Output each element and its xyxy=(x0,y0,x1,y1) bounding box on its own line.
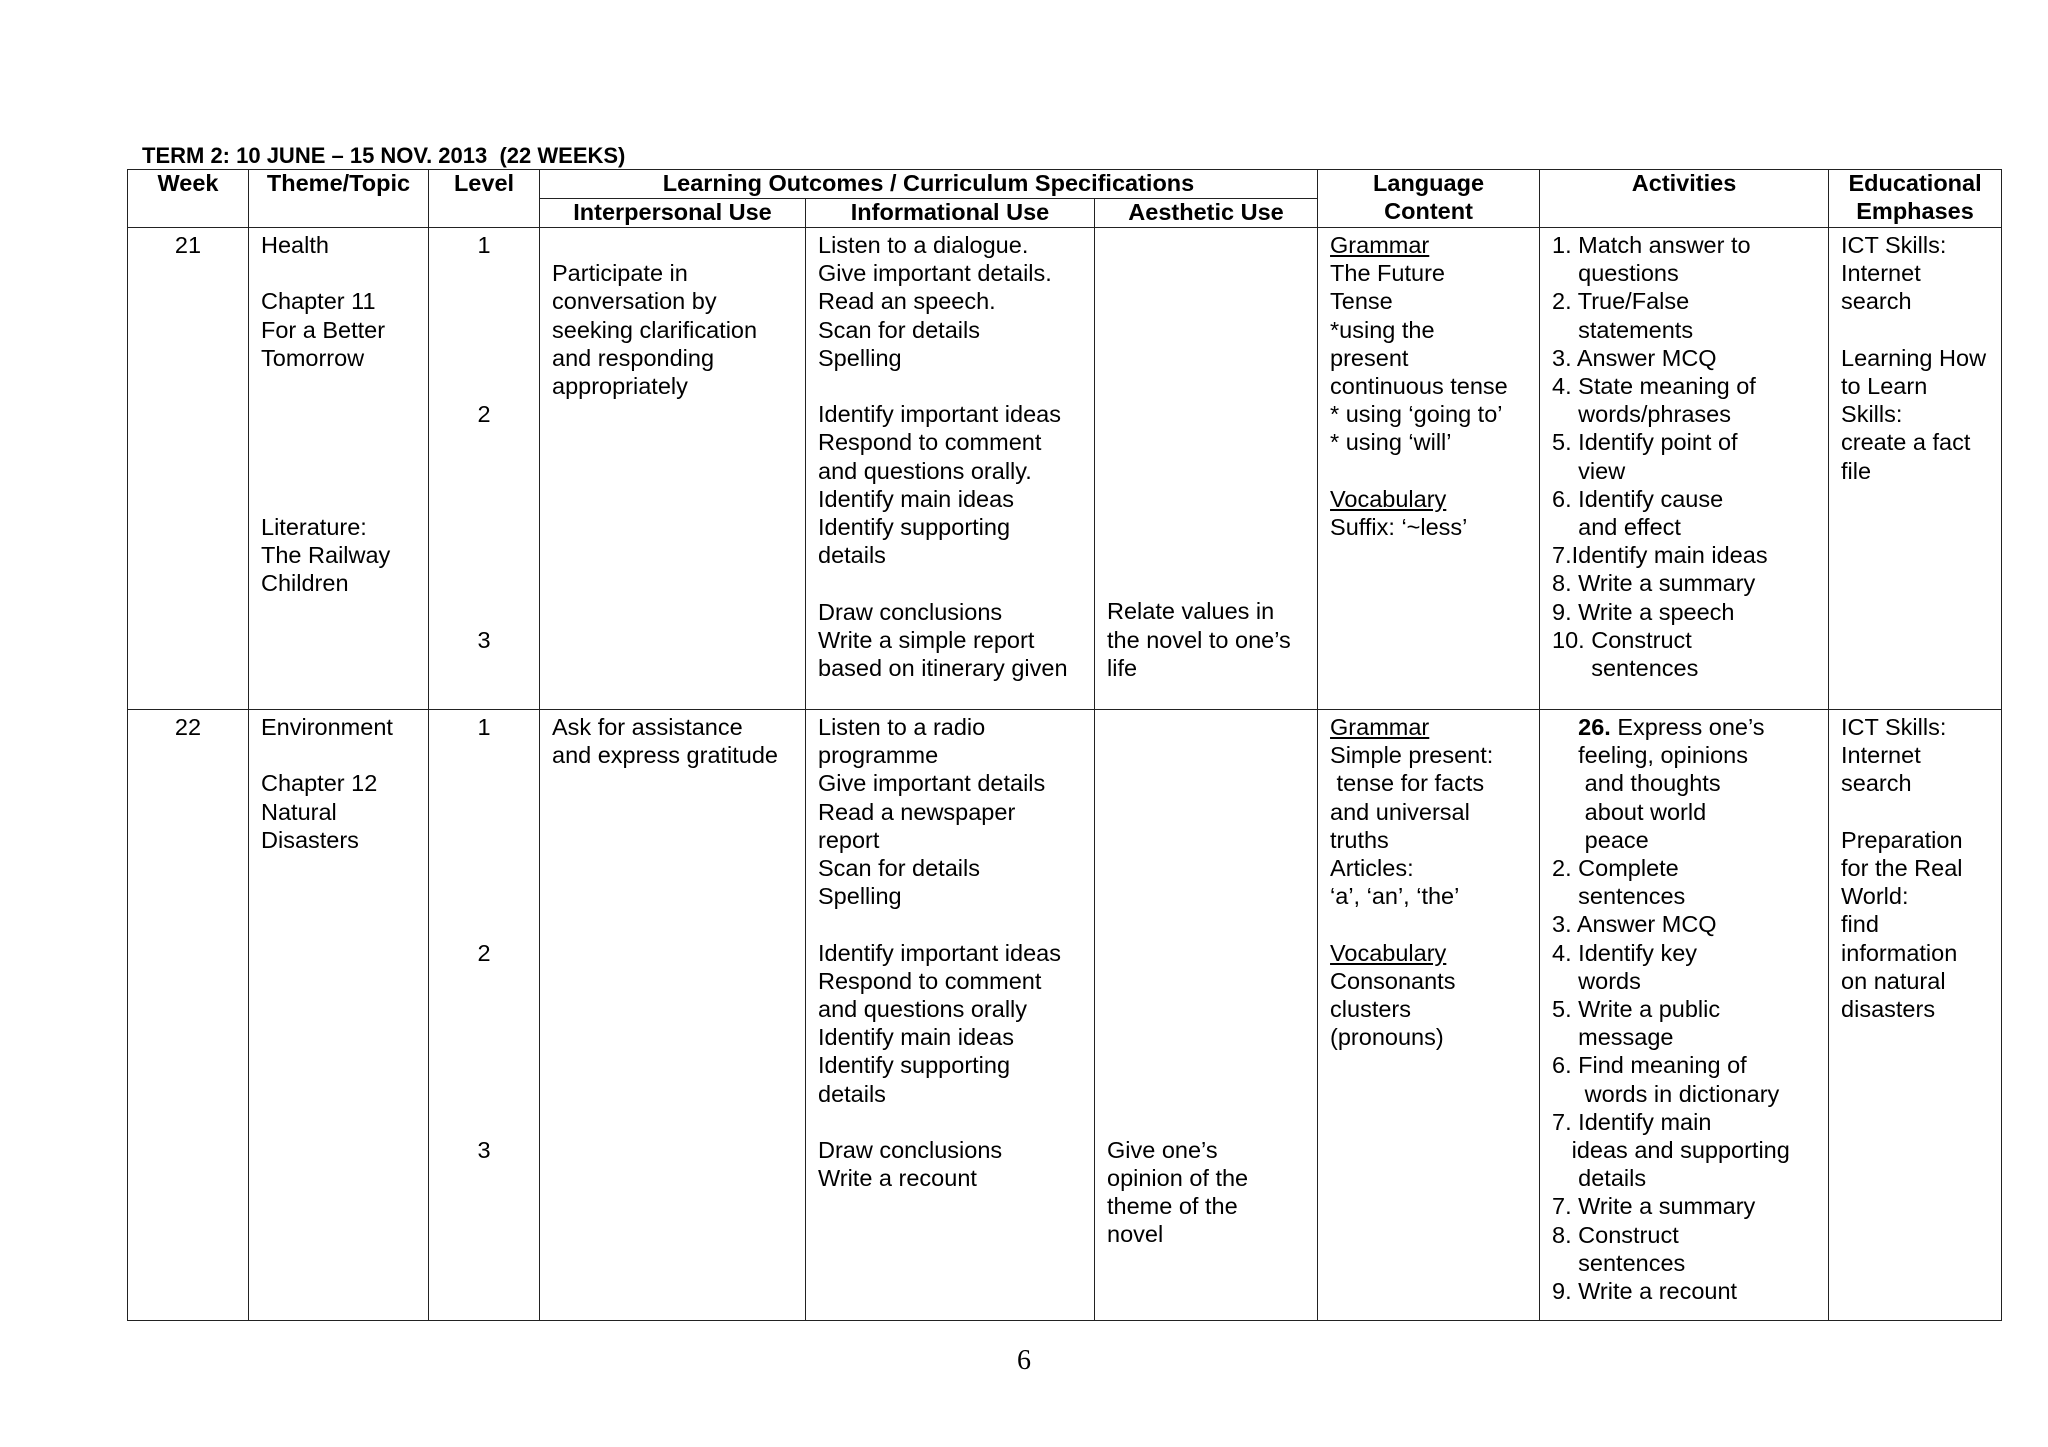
header-interpersonal-use: Interpersonal Use xyxy=(540,199,806,228)
cell-line: for the Real xyxy=(1841,855,1963,881)
cell-line: Scan for details xyxy=(818,316,980,343)
level-cell xyxy=(429,710,540,1321)
cell-line: 7.Identify main ideas xyxy=(1552,542,1768,569)
cell-line: 2 xyxy=(477,939,491,966)
cell-line xyxy=(818,1108,1082,1136)
cell-line: Natural xyxy=(261,798,337,825)
cell-line: 6. Identify cause xyxy=(1552,485,1724,512)
cell-line: and questions orally. xyxy=(818,457,1032,484)
cell-line: Draw conclusions xyxy=(818,1137,1003,1164)
cell-line: Environment xyxy=(261,714,393,740)
cell-line: on natural xyxy=(1841,967,1946,994)
header-language-line2: Content xyxy=(1384,198,1473,225)
cell-line: Read a newspaper xyxy=(818,798,1016,825)
cell-line xyxy=(441,597,527,625)
header-week: Week xyxy=(128,170,249,228)
cell-line xyxy=(441,967,527,995)
aesthetic-cell xyxy=(1095,710,1318,1321)
cell-line: 3. Answer MCQ xyxy=(1552,344,1717,371)
cell-line: * using ‘going to’ xyxy=(1330,401,1503,428)
cell-line: 7. Identify main xyxy=(1552,1108,1712,1135)
cell-line: about world xyxy=(1552,798,1707,825)
cell-line xyxy=(1107,939,1305,967)
cell-line: 1 xyxy=(477,232,491,258)
cell-line: find xyxy=(1841,911,1879,938)
cell-line: Grammar xyxy=(1330,232,1430,258)
cell-line: 6. Find meaning of xyxy=(1552,1052,1747,1079)
cell-line xyxy=(261,259,416,287)
cell-line: feeling, opinions xyxy=(1552,742,1748,769)
cell-line: details xyxy=(818,1080,886,1107)
cell-line: sentences xyxy=(1552,655,1699,682)
cell-line: statements xyxy=(1552,316,1694,343)
cell-line xyxy=(1330,457,1527,485)
cell-line: present xyxy=(1330,344,1409,371)
cell-line xyxy=(261,400,416,428)
cell-line: Scan for details xyxy=(818,855,980,882)
cell-line xyxy=(1107,428,1305,456)
cell-line: continuous tense xyxy=(1330,373,1508,400)
cell-line: Internet xyxy=(1841,742,1921,769)
cell-line: Identify main ideas xyxy=(818,485,1014,512)
cell-line: 8. Construct xyxy=(1552,1221,1679,1248)
header-emphases-line1: Educational xyxy=(1848,170,1982,196)
cell-line: life xyxy=(1107,654,1138,681)
cell-line: message xyxy=(1552,1024,1674,1051)
cell-line: appropriately xyxy=(552,373,688,399)
cell-line: Learning How xyxy=(1841,344,1987,371)
cell-line: Tomorrow xyxy=(261,344,365,371)
cell-line: the novel to one’s xyxy=(1107,626,1291,653)
cell-line: questions xyxy=(1552,260,1679,287)
header-informational-use: Informational Use xyxy=(806,199,1095,228)
cell-line xyxy=(1107,569,1305,597)
cell-line xyxy=(261,457,416,485)
cell-line: Articles: xyxy=(1330,855,1414,882)
cell-line: Read an speech. xyxy=(818,288,996,315)
cell-line: Disasters xyxy=(261,826,359,853)
cell-line: World: xyxy=(1841,883,1909,910)
cell-line: and questions orally xyxy=(818,996,1028,1023)
cell-line xyxy=(1107,967,1305,995)
week-number: 22 xyxy=(174,714,202,740)
cell-line: Identify important ideas xyxy=(818,939,1061,966)
cell-line xyxy=(552,231,793,259)
cell-line: 4. Identify key xyxy=(1552,939,1698,966)
cell-line: Vocabulary xyxy=(1330,939,1447,966)
aesthetic-cell xyxy=(1095,228,1318,710)
week-number: 21 xyxy=(174,232,202,258)
interpersonal-cell xyxy=(540,710,806,1321)
cell-line: 1 xyxy=(477,714,491,740)
cell-line: details xyxy=(1552,1165,1647,1192)
cell-line xyxy=(1841,316,1989,344)
cell-line: ‘a’, ‘an’, ‘the’ xyxy=(1330,883,1460,910)
page-number: 6 xyxy=(1017,1345,1031,1376)
theme-cell xyxy=(249,710,429,1321)
cell-line: disasters xyxy=(1841,996,1936,1023)
cell-line xyxy=(1107,316,1305,344)
cell-line: file xyxy=(1841,457,1872,484)
cell-line: 5. Identify point of xyxy=(1552,429,1738,456)
cell-line: 2. True/False xyxy=(1552,288,1690,315)
cell-line: novel xyxy=(1107,1221,1164,1248)
week-row-22 xyxy=(128,710,2002,1321)
cell-line: 1. Match answer to xyxy=(1552,232,1751,258)
cell-line xyxy=(1107,513,1305,541)
cell-line xyxy=(1107,457,1305,485)
term-heading: TERM 2: 10 JUNE – 15 NOV. 2013 (22 WEEKS) xyxy=(142,143,626,168)
cell-line xyxy=(1107,1023,1305,1051)
cell-line: 3 xyxy=(477,626,491,653)
cell-line xyxy=(1107,995,1305,1023)
activity-text: Express one’s xyxy=(1610,714,1765,740)
cell-line: peace xyxy=(1552,826,1649,853)
cell-line xyxy=(1107,231,1305,259)
cell-line xyxy=(441,569,527,597)
scheme-of-work-table xyxy=(127,169,2002,1321)
header-activities: Activities xyxy=(1540,170,1829,228)
cell-line xyxy=(1107,344,1305,372)
cell-line xyxy=(818,372,1082,400)
cell-line: Grammar xyxy=(1330,714,1430,740)
cell-line xyxy=(1107,1051,1305,1079)
cell-line: to Learn xyxy=(1841,373,1928,399)
cell-line: and thoughts xyxy=(1552,770,1721,797)
language-content-cell xyxy=(1318,710,1540,1321)
cell-line xyxy=(441,798,527,826)
header-educational-emphases xyxy=(1829,170,2002,228)
cell-line: Children xyxy=(261,570,349,597)
cell-line xyxy=(441,854,527,882)
cell-line: 10. Construct xyxy=(1552,626,1692,653)
educational-emphases-cell xyxy=(1829,710,2002,1321)
cell-line: The Railway xyxy=(261,542,391,569)
cell-line: Respond to comment xyxy=(818,429,1042,456)
cell-line xyxy=(1107,485,1305,513)
cell-line xyxy=(441,769,527,797)
cell-line: sentences xyxy=(1552,883,1686,910)
cell-line xyxy=(1841,798,1989,826)
header-row-1 xyxy=(128,170,2002,199)
cell-line: information xyxy=(1841,939,1958,966)
cell-line: Spelling xyxy=(818,883,902,910)
cell-line: and effect xyxy=(1552,514,1681,541)
cell-line xyxy=(1107,1108,1305,1136)
cell-line xyxy=(1107,854,1305,882)
activities-cell xyxy=(1540,228,1829,710)
cell-line: 2. Complete xyxy=(1552,855,1679,882)
cell-line: Skills: xyxy=(1841,401,1903,428)
cell-line: details xyxy=(818,542,886,569)
header-learning-outcomes: Learning Outcomes / Curriculum Specifications xyxy=(540,170,1318,199)
cell-line xyxy=(1330,910,1527,938)
cell-line: The Future xyxy=(1330,260,1445,287)
header-aesthetic-use: Aesthetic Use xyxy=(1095,199,1318,228)
cell-line: Give important details. xyxy=(818,260,1052,287)
cell-line xyxy=(441,344,527,372)
cell-line xyxy=(441,316,527,344)
cell-line: Preparation xyxy=(1841,826,1963,853)
cell-line xyxy=(1107,713,1305,741)
cell-line: create a fact xyxy=(1841,429,1971,456)
cell-line: ideas and supporting xyxy=(1552,1137,1790,1164)
header-level: Level xyxy=(429,170,540,228)
cell-line: words xyxy=(1552,967,1641,994)
cell-line: Listen to a dialogue. xyxy=(818,232,1029,258)
cell-line: Give important details xyxy=(818,770,1046,797)
cell-line: programme xyxy=(818,742,939,769)
cell-line: tense for facts xyxy=(1330,770,1485,797)
cell-line: Write a recount xyxy=(818,1165,977,1192)
cell-line xyxy=(441,457,527,485)
educational-emphases-cell xyxy=(1829,228,2002,710)
interpersonal-cell xyxy=(540,228,806,710)
cell-line: based on itinerary given xyxy=(818,655,1068,682)
level-cell xyxy=(429,228,540,710)
cell-line xyxy=(441,1079,527,1107)
cell-line: Health xyxy=(261,232,329,258)
cell-line xyxy=(818,569,1082,597)
cell-line: Chapter 11 xyxy=(261,288,376,315)
cell-line: report xyxy=(818,826,880,853)
cell-line xyxy=(441,1108,527,1136)
cell-line xyxy=(1107,769,1305,797)
cell-line: ICT Skills: xyxy=(1841,714,1947,740)
cell-line xyxy=(1107,259,1305,287)
cell-line: Write a simple report xyxy=(818,626,1035,653)
cell-line: Chapter 12 xyxy=(261,770,378,797)
cell-line: * using ‘will’ xyxy=(1330,429,1452,456)
activities-cell xyxy=(1540,710,1829,1321)
week-row-21 xyxy=(128,228,2002,710)
cell-line xyxy=(1107,910,1305,938)
cell-line: Give one’s xyxy=(1107,1136,1218,1163)
cell-line xyxy=(261,741,416,769)
cell-line xyxy=(441,287,527,315)
cell-line: Spelling xyxy=(818,344,902,371)
cell-line: 2 xyxy=(477,401,491,428)
cell-line xyxy=(441,882,527,910)
cell-line: and responding xyxy=(552,344,715,371)
cell-line xyxy=(441,910,527,938)
cell-line: 3 xyxy=(477,1136,491,1163)
cell-line xyxy=(441,372,527,400)
cell-line xyxy=(441,513,527,541)
header-theme-topic: Theme/Topic xyxy=(249,170,429,228)
cell-line xyxy=(261,428,416,456)
cell-line: 4. State meaning of xyxy=(1552,373,1756,400)
cell-line xyxy=(441,1051,527,1079)
cell-line xyxy=(1107,372,1305,400)
cell-line: 5. Write a public xyxy=(1552,996,1721,1023)
cell-line: *using the xyxy=(1330,316,1435,343)
cell-line xyxy=(261,485,416,513)
cell-line: Respond to comment xyxy=(818,967,1042,994)
cell-line xyxy=(1107,826,1305,854)
cell-line: opinion of the xyxy=(1107,1165,1249,1192)
cell-line: search xyxy=(1841,288,1912,315)
cell-line: Internet xyxy=(1841,260,1921,287)
activity-line xyxy=(1552,713,1816,741)
cell-line: 8. Write a summary xyxy=(1552,570,1756,597)
cell-line xyxy=(818,910,1082,938)
cell-line xyxy=(441,259,527,287)
cell-line: view xyxy=(1552,457,1626,484)
cell-line xyxy=(441,485,527,513)
informational-cell xyxy=(806,228,1095,710)
activity-list xyxy=(1552,741,1816,1305)
week-number-cell xyxy=(128,228,249,710)
cell-line xyxy=(441,541,527,569)
cell-line: and express gratitude xyxy=(552,742,779,769)
cell-line: 7. Write a summary xyxy=(1552,1193,1756,1220)
cell-line: Vocabulary xyxy=(1330,485,1447,512)
header-emphases-line2: Emphases xyxy=(1856,198,1974,225)
cell-line: Consonants xyxy=(1330,967,1456,994)
header-language-line1: Language xyxy=(1373,170,1485,196)
cell-line: Simple present: xyxy=(1330,742,1494,769)
cell-line xyxy=(441,1023,527,1051)
cell-line: Identify supporting xyxy=(818,1052,1011,1079)
cell-line xyxy=(1107,287,1305,315)
cell-line: Identify main ideas xyxy=(818,1024,1014,1051)
cell-line: Ask for assistance xyxy=(552,714,743,740)
cell-line: seeking clarification xyxy=(552,316,758,343)
cell-line xyxy=(441,995,527,1023)
cell-line: Draw conclusions xyxy=(818,598,1003,625)
cell-line xyxy=(261,372,416,400)
cell-line: theme of the xyxy=(1107,1193,1238,1220)
cell-line: Tense xyxy=(1330,288,1393,315)
cell-line: words/phrases xyxy=(1552,401,1731,428)
cell-line: 3. Answer MCQ xyxy=(1552,911,1717,938)
activity-number: 26. xyxy=(1578,714,1611,740)
theme-cell xyxy=(249,228,429,710)
cell-line: Literature: xyxy=(261,513,367,540)
cell-line: and universal xyxy=(1330,798,1470,825)
cell-line: truths xyxy=(1330,826,1389,853)
cell-line: For a Better xyxy=(261,316,386,343)
cell-line xyxy=(441,826,527,854)
cell-line: Identify supporting xyxy=(818,514,1011,541)
cell-line xyxy=(1107,400,1305,428)
cell-line: Participate in xyxy=(552,260,688,287)
cell-line: search xyxy=(1841,770,1912,797)
cell-line xyxy=(1107,541,1305,569)
cell-line: words in dictionary xyxy=(1552,1080,1780,1107)
cell-line: sentences xyxy=(1552,1249,1686,1276)
cell-line: clusters xyxy=(1330,996,1411,1023)
cell-line: 9. Write a speech xyxy=(1552,598,1735,625)
cell-line xyxy=(1107,798,1305,826)
cell-line: 9. Write a recount xyxy=(1552,1278,1738,1305)
cell-line: Identify important ideas xyxy=(818,401,1061,428)
cell-line: (pronouns) xyxy=(1330,1024,1444,1051)
informational-cell xyxy=(806,710,1095,1321)
cell-line xyxy=(1107,741,1305,769)
language-content-cell xyxy=(1318,228,1540,710)
cell-line: Suffix: ‘~less’ xyxy=(1330,514,1468,541)
cell-line xyxy=(1107,1079,1305,1107)
cell-line xyxy=(1107,882,1305,910)
cell-line: Listen to a radio xyxy=(818,714,986,740)
cell-line xyxy=(441,428,527,456)
cell-line: ICT Skills: xyxy=(1841,232,1947,258)
header-language-content xyxy=(1318,170,1540,228)
week-number-cell xyxy=(128,710,249,1321)
cell-line xyxy=(441,741,527,769)
cell-line: Relate values in xyxy=(1107,598,1275,625)
cell-line: conversation by xyxy=(552,288,717,315)
